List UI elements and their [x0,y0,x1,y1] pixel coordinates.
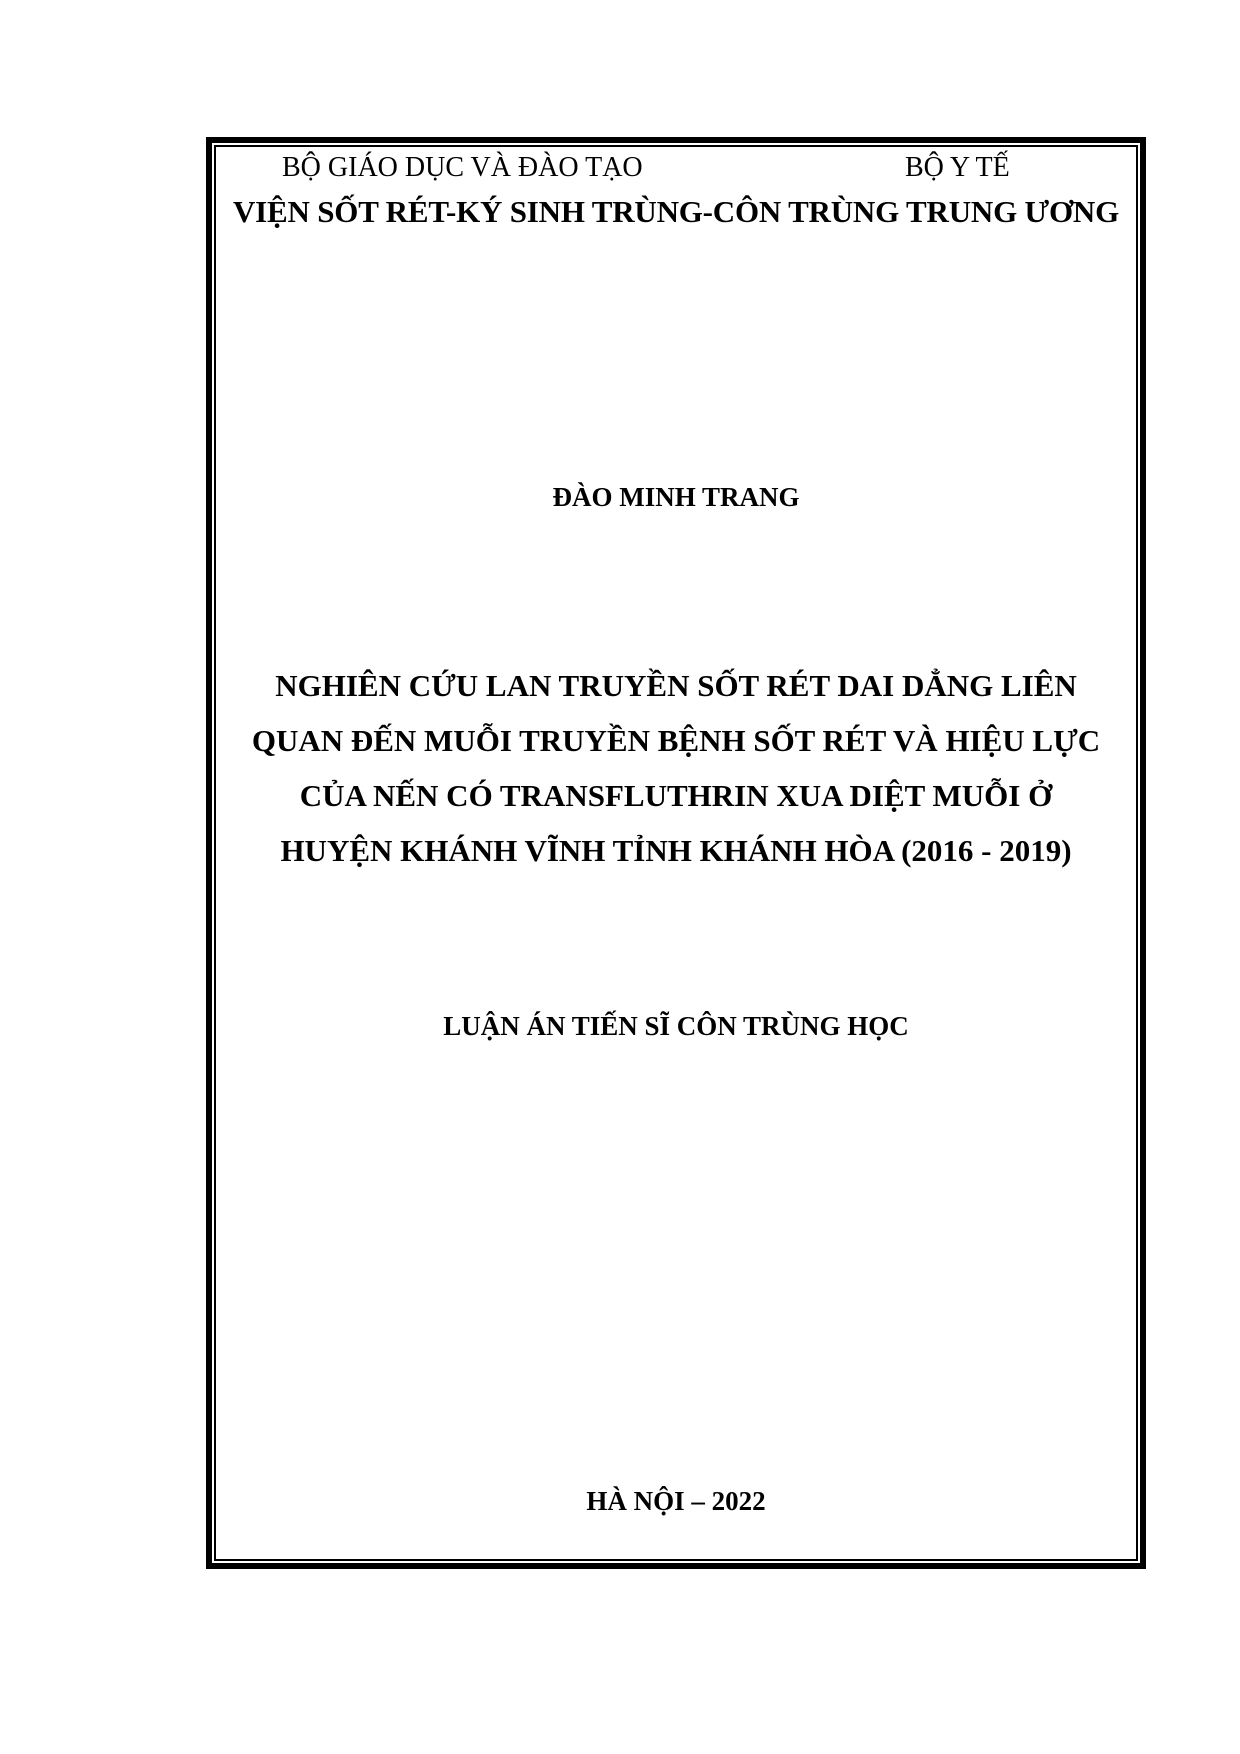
thesis-title-line: QUAN ĐẾN MUỖI TRUYỀN BỆNH SỐT RÉT VÀ HIỆU LỰC [251,723,1101,758]
degree-type: LUẬN ÁN TIẾN SĨ CÔN TRÙNG HỌC [443,1011,909,1041]
thesis-title-line: NGHIÊN CỨU LAN TRUYỀN SỐT RÉT DAI DẲNG LIÊN [275,668,1077,703]
ministry-health: BỘ Y TẾ [905,152,1010,183]
thesis-title-line: HUYỆN KHÁNH VĨNH TỈNH KHÁNH HÒA (2016 - 2019) [280,833,1072,868]
thesis-title-line: CỦA NẾN CÓ TRANSFLUTHRIN XUA DIỆT MUỖI Ở [299,778,1053,813]
ministry-education: BỘ GIÁO DỤC VÀ ĐÀO TẠO [282,152,643,183]
place-and-year: HÀ NỘI – 2022 [586,1486,766,1516]
institute-name: VIỆN SỐT RÉT-KÝ SINH TRÙNG-CÔN TRÙNG TRUNG ƯƠNG [232,194,1120,229]
thesis-title [216,658,1136,878]
author-name: ĐÀO MINH TRANG [552,482,800,512]
